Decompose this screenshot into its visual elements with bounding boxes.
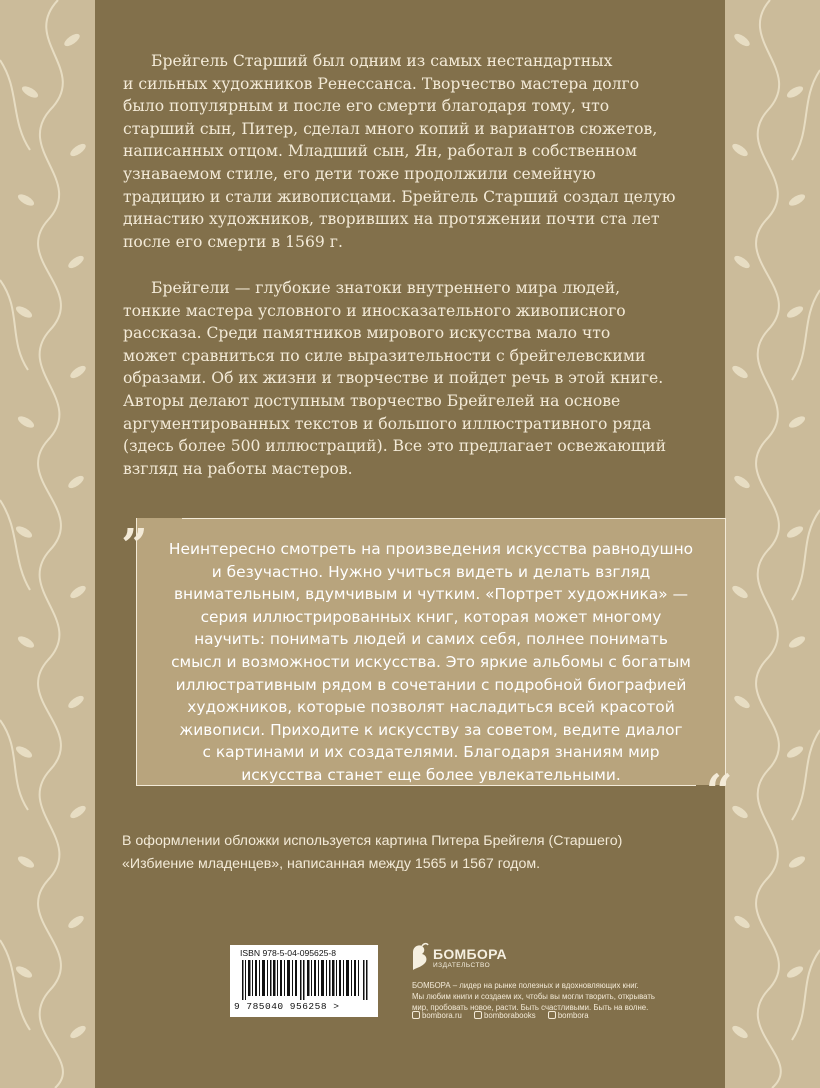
quote-top-border [182, 518, 726, 519]
instagram-icon [412, 1011, 420, 1019]
social-link[interactable] [548, 1011, 589, 1020]
cover-art-note [122, 830, 742, 876]
close-quote-mark: “ [706, 764, 733, 818]
blurb-line: БОМБОРА – лидер на рынке полезных и вдохновляющих книг. [412, 981, 639, 990]
paragraph-line: Брейгель Старший был одним из самых нестандартных [151, 52, 613, 70]
paragraph-line: может сравниться по силе выразительности с брейгелевскими [123, 346, 646, 365]
blurb-line: мир, пробовать новое, расти. Быть счастливыми. Быть на волне. [412, 1003, 649, 1012]
paragraph-line: и сильных художников Ренессанса. Творчество мастера долго [123, 74, 640, 93]
paragraph-line: (здесь более 500 иллюстраций). Все это предлагает освежающий [123, 437, 667, 456]
quote-line: Неинтересно смотреть на произведения искусства равнодушно [168, 540, 694, 558]
paragraph-line: образами. Об их жизни и творчестве и пойдет речь в этой книге. [123, 369, 664, 388]
ean-digits: 9 785040 956258 > [234, 1001, 340, 1012]
publisher-name: БОМБОРА [433, 946, 507, 962]
quote-line: с картинами и их создателями. Благодаря знаниям мир [202, 743, 660, 762]
paragraph-line: узнаваемом стиле, его дети тоже продолжили семейную [123, 164, 596, 183]
intro-paragraph [123, 50, 713, 253]
quote-line: серия иллюстрированных книг, которая может многому [200, 607, 662, 626]
paragraph-line: династию художников, творивших на протяжении почти ста лет [123, 210, 660, 229]
description-paragraph [123, 277, 713, 480]
social-label: bombora [557, 1011, 589, 1020]
social-label: bomborabooks [484, 1011, 536, 1020]
blurb-line: Мы любим книги и создаем их, чтобы вы могли творить, открывать [412, 992, 655, 1001]
quote-line: художников, которые позволят насладиться всей красотой [187, 698, 675, 717]
publisher-socials [412, 1011, 599, 1023]
paragraph-line: рассказа. Среди памятников мирового искусства мало что [123, 324, 611, 343]
quote-block [122, 492, 740, 818]
paragraph-line: тонкие мастера условного и иносказательного живописного [123, 301, 626, 320]
barcode-bars [242, 960, 368, 1000]
quote-line: искусства станет еще более увлекательными. [241, 765, 621, 784]
publisher-subtitle: ИЗДАТЕЛЬСТВО [433, 962, 491, 969]
paragraph-line: взгляд на работы мастеров. [123, 459, 353, 478]
paragraph-line: традицию и стали живописцами. Брейгель Старший создал целую [123, 187, 676, 206]
open-quote-mark: „ [122, 492, 149, 546]
social-link[interactable] [412, 1011, 462, 1020]
instagram-icon [548, 1011, 556, 1019]
quote-text [136, 538, 726, 787]
paragraph-line: Авторы делают доступным творчество Брейгелей на основе [123, 391, 621, 410]
social-link[interactable] [474, 1011, 536, 1020]
paragraph-line: после его смерти в 1569 г. [123, 232, 343, 251]
paragraph-line: старший сын, Питер, сделал много копий и вариантов сюжетов, [123, 119, 658, 138]
cover-note-line: В оформлении обложки используется картина Питера Брейгеля (Старшего) [122, 833, 623, 849]
quote-line: внимательным, вдумчивым и чутким. «Портрет художника» — [173, 585, 688, 604]
quote-line: живописи. Приходите к искусству за советом, ведите диалог [179, 720, 683, 739]
quote-line: и безучастно. Нужно учиться видеть и делать взгляд [211, 562, 651, 581]
quote-line: смысл и возможности искусства. Это яркие альбомы с богатым [171, 652, 691, 671]
isbn-number: ISBN 978-5-04-095625-8 [240, 948, 337, 958]
paragraph-line: написанных отцом. Младший сын, Ян, работал в собственном [123, 142, 638, 161]
paragraph-line: было популярным и после его смерти благодаря тому, что [123, 97, 610, 116]
vk-icon [474, 1011, 482, 1019]
publisher-logo [410, 942, 520, 974]
paragraph-line: Брейгели — глубокие знатоки внутреннего мира людей, [151, 279, 621, 297]
bombora-logo-icon [410, 942, 430, 972]
cover-note-line: «Избиение младенцев», написанная между 1565 и 1567 годом. [122, 856, 541, 872]
quote-line: иллюстративным рядом в сочетании с подробной биографией [175, 675, 687, 694]
social-label: bombora.ru [422, 1011, 462, 1020]
publisher-blurb [412, 980, 672, 1013]
paragraph-line: аргументированных текстов и большого иллюстративного ряда [123, 414, 652, 433]
quote-line: научить: понимать людей и самих себя, полнее понимать [194, 630, 668, 649]
isbn-barcode [230, 945, 378, 1017]
